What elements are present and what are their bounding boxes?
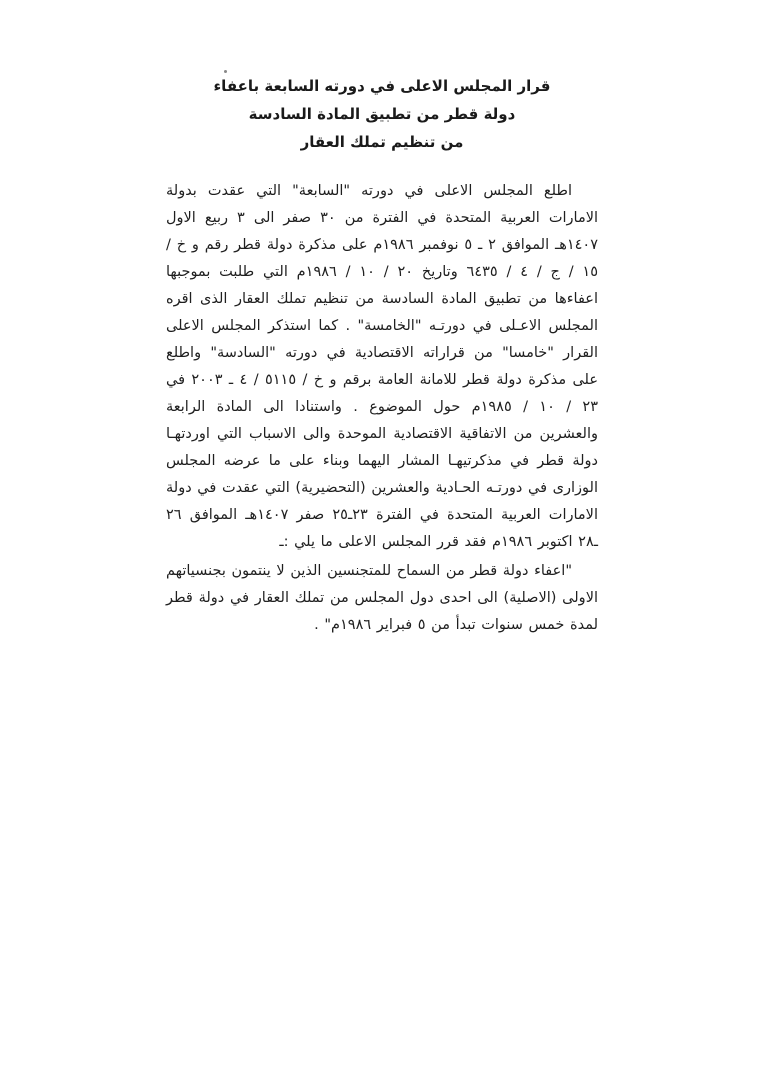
title-line-2: دولة قطر من تطبيق المادة السادسة xyxy=(248,105,516,123)
decision-paragraph: "اعفاء دولة قطر من السماح للمتجنسين الذين لا ينتمون بجنسياتهم الاولى (الاصلية) الى احدى دول المجلس من تملك العقار في دولة قطر لمدة خمس سنوات تبدأ من ٥ فبراير ١٩٨٦م" . xyxy=(166,563,598,633)
document-content xyxy=(166,72,598,641)
document-title xyxy=(166,72,598,156)
document-body xyxy=(166,178,598,639)
title-line-1: قرار المجلس الاعلى في دورته السابعة باعفاء xyxy=(213,77,551,95)
body-paragraph: اطلع المجلس الاعلى في دورته "السابعة" التي عقدت بدولة الامارات العربية المتحدة في الفترة من ٣٠ صفر الى ٣ ربيع الاول ١٤٠٧هـ الموافق ٢ ـ ٥ نوفمبر ١٩٨٦م على مذكرة دولة قطر رقم و خ / ١٥ / ج / ٤ / ٦٤٣٥ وتاريخ ٢٠ / ١٠ / ١٩٨٦م التي طلبت بموجبها اعفاءها من تطبيق المادة السادسة من تنظيم تملك العقار الذى اقره المجلس الاعـلى في دورتـه "الخامسة" . كما استذكر المجلس الاعلى القرار "خامسا" من قراراته الاقتصادية في دورته "السادسة" واطلع على مذكرة دولة قطر للامانة العامة برقم و خ / ٥١١٥ / ٤ ـ ٢٠٠٣ في ٢٣ / ١٠ / ١٩٨٥م حول الموضوع . واستنادا الى المادة الرابعة والعشرين من الاتفاقية الاقتصادية الموحدة والى الاسباب التي اوردتهـا دولة قطر في مذكرتيهـا المشار اليهما وبناء على ما عرضه المجلس الوزارى في دورتـه الحـادية والعشرين (التحضيرية) التي عقدت في دولة الامارات العربية المتحدة في الفترة ٢٣ـ٢٥ صفر ١٤٠٧هـ الموافق ٢٦ ـ٢٨ اكتوبر ١٩٨٦م فقد قرر المجلس الاعلى ما يلي :ـ xyxy=(166,183,599,550)
title-line-3: من تنظيم تملك العقار xyxy=(300,133,464,151)
